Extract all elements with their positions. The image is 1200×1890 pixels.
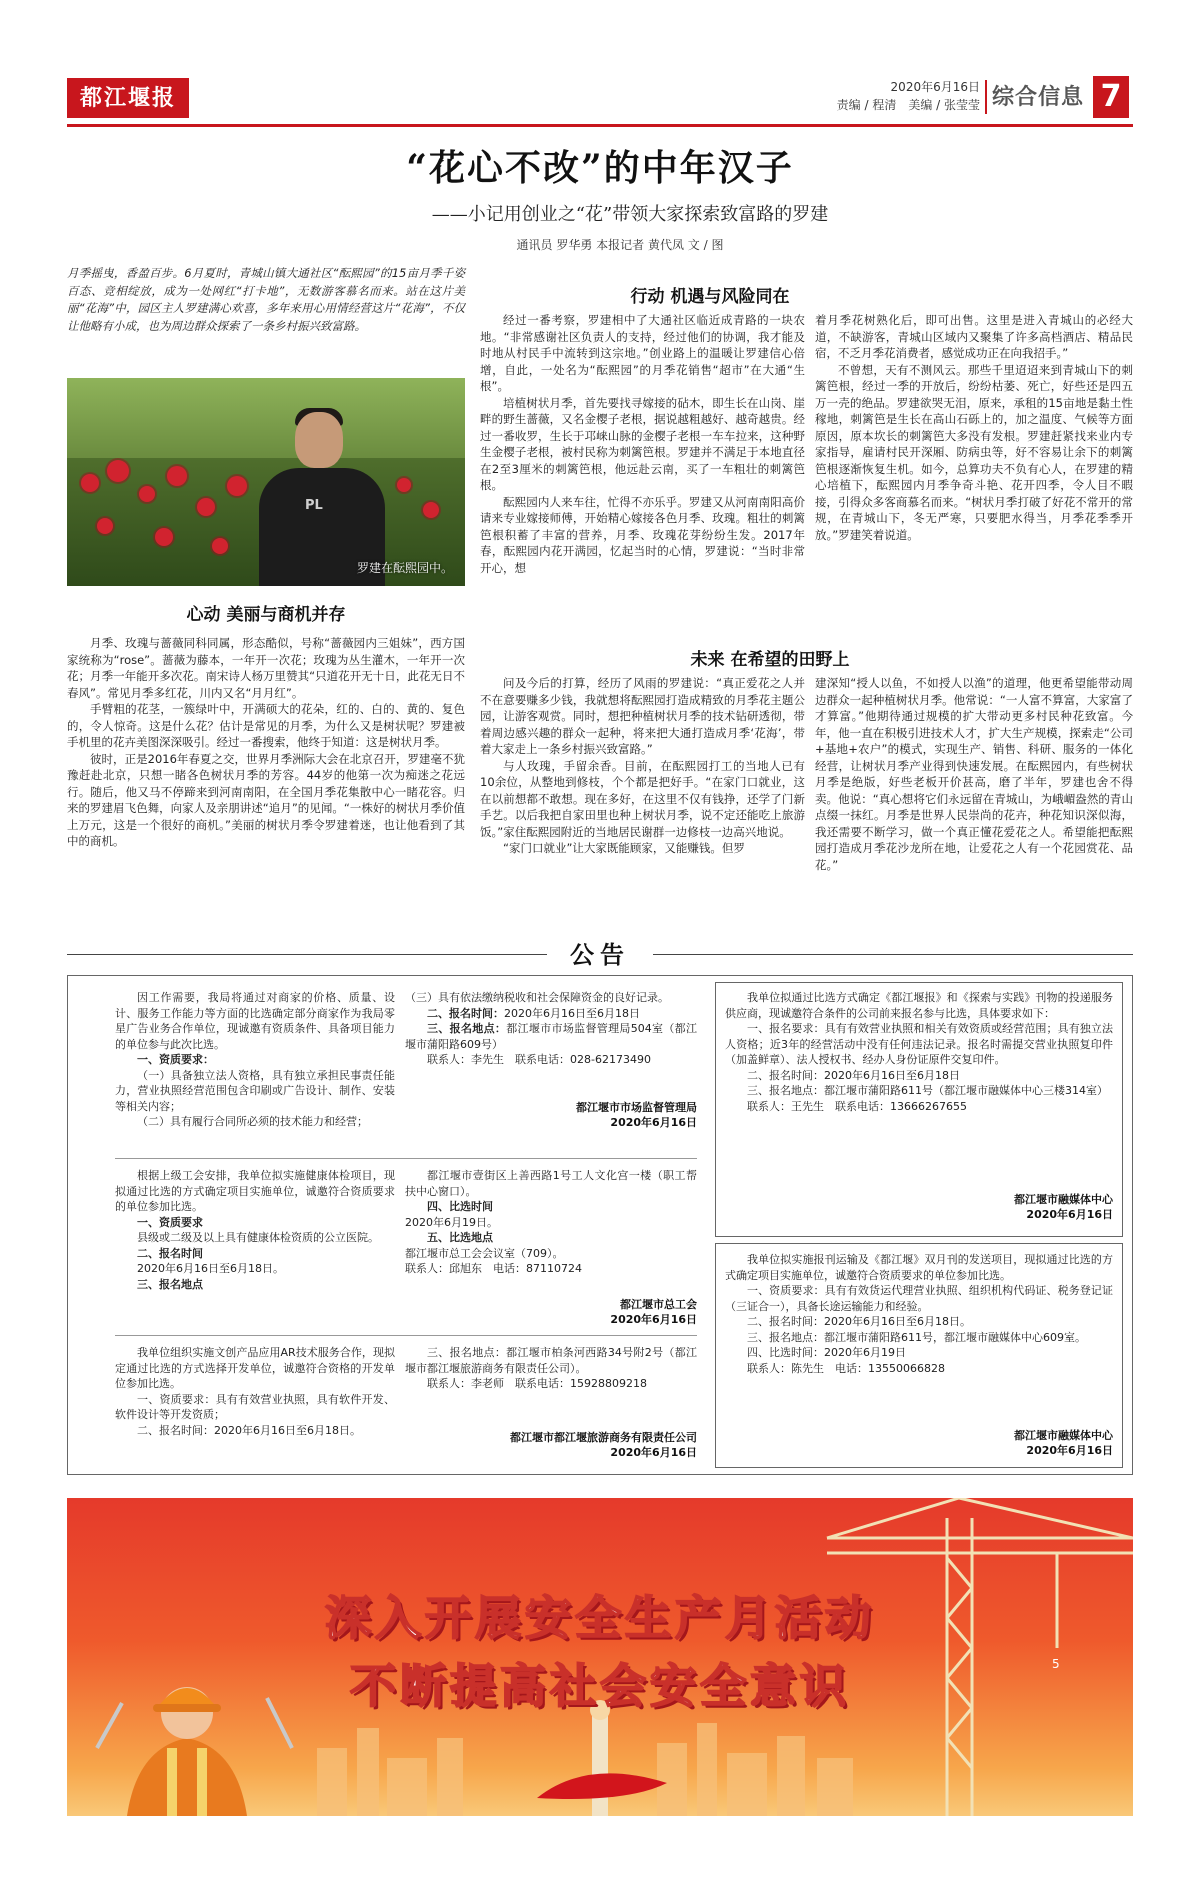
rose-flower [155, 528, 173, 546]
paragraph: “家门口就业”让大家既能顾家，又能赚钱。但罗 [503, 841, 745, 855]
notice2-right [405, 1168, 697, 1277]
paragraph: 不曾想，天有不测风云。那些千里迢迢来到青城山下的刺篱笆根，经过一季的开放后，纷纷枯萎、死亡，好些还是四五万一壳的绝品。罗建欲哭无泪，原来，承租的15亩地是黏土性稼地，刺篱笆是生长在高山石砾上的，加之温度、气候等方面原因，原本坎长的刺篱笆大多没有发根。罗建赶紧找来业内专家指导，雇请村民开深厢、防病虫等，好不容易让余下的刺篱笆根逐渐恢复生机。如今，总算功夫不负有心人，在罗建的精心培植下，酝熙园内月季争奇斗艳、花开四季，令人目不暇接，引得众多客商慕名而来。“树状月季打破了好花不常开的常规，在青城山下，冬无严寒，只要肥水得当，月季花季季开放。”罗建笑着说道。 [815, 362, 1133, 542]
notice5-req: 一、资质要求：具有有效货运代理营业执照、组织机构代码证、税务登记证（三证合一），具备长途运输能力和经验。 [725, 1284, 1113, 1313]
section-heading-heartbeat: 心动 美丽与商机并存 [186, 605, 346, 625]
notice4 [725, 990, 1113, 1114]
notice2-signature [405, 1297, 697, 1327]
paragraph: 手臂粗的花茎，一簇绿叶中，开满硕大的花朵，红的、白的、黄的、复色的，令人惊奇。这是什么花？估计是常见的月季，为什么又是树状呢？罗建被手机里的花卉美图深深吸引。经过一番搜索，他终于知道：这是树状月季。 [67, 702, 465, 749]
notice5-contact: 联系人：陈先生 电话：13550066828 [747, 1361, 945, 1375]
notice-rule-right [653, 954, 1133, 955]
article-byline: 通讯员 罗华勇 本报记者 黄代凤 文 / 图 [516, 238, 724, 252]
article-subhead: ——小记用创业之“花”带领大家探索致富路的罗建 [431, 204, 829, 225]
notice3-contact: 联系人：李老师 联系电话：15928809218 [427, 1377, 647, 1390]
notice1-contact: 联系人：李先生 联系电话：028-62173490 [427, 1053, 651, 1066]
notice2-intro: 根据上级工会安排，我单位拟实施健康体检项目，现拟通过比选的方式确定项目实施单位，诚邀符合资质要求的单位参加比选。 [115, 1169, 395, 1213]
editors-line: 责编 / 程清 美编 / 张莹莹 [836, 98, 980, 112]
paragraph: 经过一番考察，罗建相中了大通社区临近成青路的一块农地。“非常感谢社区负责人的支持，经过他们的协调，我才能及时地从村民手中流转到这宗地。”创业路上的温暖让罗建信心倍增，自此，一处名为“酝熙园”的月季花销售“超市”在大通“生根”。 [480, 313, 805, 393]
section-name: 综合信息 [992, 85, 1085, 110]
photo-sky-trees [67, 378, 465, 458]
notice4-date: 2020年6月16日 [1026, 1208, 1113, 1221]
notice1-intro: 因工作需要，我局将通过对商家的价格、质量、设计、服务工作能力等方面的比选确定部分商家作为我局零星广告业务合作单位，现诚邀有资质条件、具备项目能力的单位参与此次比选。 [115, 991, 395, 1051]
rose-flower [97, 518, 113, 534]
paragraph: 培植树状月季，首先要找寻嫁接的砧木，即生长在山岗、崖畔的野生蔷薇，又名金樱子老根，据说越粗越好、越奇越贵。经过一番收罗，生长于邛崃山脉的金樱子老根一车车拉来，这种野生金樱子老根，被村民称为刺篱笆根。罗建并不满足于本地直径在2至3厘米的刺篱笆根，他远赴云南，买了一车粗壮的刺篱笆根。 [480, 395, 805, 492]
section2-body-col2 [815, 312, 1133, 543]
notice2-place-heading: 三、报名地点 [137, 1277, 203, 1291]
notice1-place-label: 三、报名地点： [427, 1022, 507, 1035]
paragraph: 着月季花树熟化后，即可出售。这里是进入青城山的必经大道，不缺游客，青城山区域内又聚集了许多高档酒店、精品民宿，不乏月季花消费者，感觉成功正在向我招手。” [815, 313, 1133, 360]
notice5-intro: 我单位拟实施报刊运输及《都江堰》双月刊的发送项目，现拟通过比选的方式确定项目实施单位，诚邀符合资质要求的单位参加比选。 [725, 1253, 1113, 1282]
notice3-place: 三、报名地点：都江堰市柏条河西路34号附2号（都江堰市都江堰旅游商务有限责任公司）。 [405, 1346, 697, 1375]
safety-banner [67, 1498, 1133, 1816]
notice-separator [115, 1335, 697, 1336]
notice5-sel: 四、比选时间：2020年6月19日 [747, 1346, 906, 1359]
banner-line-1: 深入开展安全生产月活动 [325, 1591, 875, 1645]
notice1-signature [405, 1100, 697, 1130]
notice2-sel-place-heading: 五、比选地点 [427, 1231, 493, 1244]
notice1-place: 都江堰市市场监督管理局504室（都江堰市蒲阳路609号） [405, 1022, 698, 1051]
issue-meta [780, 78, 980, 114]
notice1-left [115, 990, 395, 1130]
notice3-time: 二、报名时间：2020年6月16日至6月18日。 [137, 1423, 361, 1437]
notice2-contact: 联系人：邱旭东 电话：87110724 [405, 1262, 582, 1275]
notice3-signature [405, 1430, 697, 1460]
rose-flower [107, 460, 129, 482]
notice4-intro: 我单位拟通过比选方式确定《都江堰报》和《探索与实践》刊物的投递服务供应商，现诚邀符合条件的公司前来报名参与比选，具体要求如下： [725, 991, 1113, 1020]
notice3-req: 一、资质要求：具有有效营业执照，具有软件开发、软件设计等开发资质； [115, 1392, 395, 1421]
notice2-time: 2020年6月16日至6月18日。 [137, 1262, 284, 1275]
man-face [295, 412, 343, 468]
notice2-sel-place: 都江堰市总工会会议室（709）。 [405, 1246, 564, 1260]
paragraph: 建深知“授人以鱼，不如授人以渔”的道理，他更希望能带动周边群众一起种植树状月季。他常说：“一人富不算富，大家富了才算富。”他期待通过规模的扩大带动更多村民种花致富。今年，他一直在积极引进技术人才，扩大生产规模，探索走“公司+基地+农户”的模式，实现生产、销售、科研、服务的一体化经营，让树状月季产业得到快速发展。在酝熙园内，有些树状月季是绝版，好些老板开价甚高，磨了半年，罗建也舍不得卖。他说：“真心想将它们永远留在青城山，为峨嵋盎然的青山点缀一抹红。月季是世界人民崇尚的花卉，种花知识深似海，我还需要不断学习，做一个真正懂花爱花之人。希望能把酝熙园打造成月季花沙龙所在地，让爱花之人有一个花园赏花、品花。” [815, 676, 1133, 872]
notice5-date: 2020年6月16日 [1026, 1444, 1113, 1457]
notice1-time-label: 二、报名时间： [427, 1006, 504, 1020]
crane-number: 5 [1052, 1657, 1060, 1671]
notice1-req1: （一）具备独立法人资格，具有独立承担民事责任能力，营业执照经营范围包含印刷或广告设计、制作、安装等相关内容； [115, 1068, 395, 1113]
newspaper-logo: 都江堰报 [67, 78, 189, 118]
notice4-org: 都江堰市融媒体中心 [1014, 1193, 1113, 1206]
section2-body-col1 [480, 312, 805, 576]
paragraph: 月季、玫瑰与蔷薇同科同属，形态酷似，号称“蔷薇园内三姐妹”，西方国家统称为“rose”。蔷薇为藤本，一年开一次花；玫瑰为丛生灌木，一年开一次花；月季一年能开多次花。南宋诗人杨万里赞其“只道花开无十日，此花无日不春风”。常见月季多红花，川内又名“月月红”。 [67, 636, 465, 700]
notice2-req-heading: 一、资质要求 [137, 1215, 203, 1229]
notice2-left [115, 1168, 395, 1292]
rose-flower [139, 486, 155, 502]
notice2-sel-time: 2020年6月19日。 [405, 1215, 498, 1229]
shirt-print: PL [305, 498, 323, 513]
article-headline: “花心不改”的中年汉子 [406, 147, 794, 189]
notice4-req: 一、报名要求：具有有效营业执照和相关有效资质或经营范围；具有独立法人资格；近3年的经营活动中没有任何违法记录。报名时需提交营业执照复印件（加盖鲜章）、法人授权书、经办人身份证原件交复印件。 [725, 1022, 1113, 1066]
notice2-time-heading: 二、报名时间 [137, 1246, 203, 1260]
notice3-intro: 我单位组织实施文创产品应用AR技术服务合作，现拟定通过比选的方式选择开发单位，诚邀符合资格的开发单位参加比选。 [115, 1346, 395, 1390]
article-photo [67, 378, 465, 586]
notice4-contact: 联系人：王先生 联系电话：13666267655 [747, 1099, 967, 1113]
rose-flower [212, 538, 228, 554]
section3-body-col2 [815, 675, 1133, 873]
notice5-time: 二、报名时间：2020年6月16日至6月18日。 [747, 1315, 971, 1328]
notice5-place: 三、报名地点：都江堰市蒲阳路611号，都江堰市融媒体中心609室。 [747, 1330, 1086, 1344]
notice3-org: 都江堰市都江堰旅游商务有限责任公司 [510, 1431, 697, 1444]
notice1-req2: （二）具有履行合同所必须的技术能力和经营； [137, 1115, 368, 1128]
notice2-org: 都江堰市总工会 [620, 1298, 697, 1311]
notice3-right [405, 1345, 697, 1392]
notice4-place: 三、报名地点：都江堰市蒲阳路611号（都江堰市融媒体中心三楼314室） [747, 1084, 1108, 1097]
notice2-req1: 县级或二级及以上具有健康体检资质的公立医院。 [137, 1231, 379, 1244]
notice-separator [115, 1158, 697, 1159]
rose-flower [397, 478, 411, 492]
photo-caption: 罗建在酝熙园中。 [356, 561, 453, 575]
notice2-date: 2020年6月16日 [610, 1313, 697, 1326]
section-heading-future: 未来 在希望的田野上 [690, 650, 850, 670]
rose-flower [167, 466, 187, 486]
notice3-date: 2020年6月16日 [610, 1446, 697, 1459]
issue-date: 2020年6月16日 [890, 80, 980, 94]
article-lead: 月季摇曳，香盈百步。6月夏时，青城山镇大通社区“酝熙园”的15亩月季千姿百态、竞相绽放，成为一处网红“打卡地”，无数游客慕名而来。站在这片美丽“花海”中，园区主人罗建满心欢喜，多年来用心用情经营这片“花海”，不仅让他略有小成，也为周边群众探索了一条乡村振兴致富路。 [67, 266, 465, 333]
rose-flower [197, 498, 215, 516]
paragraph: 问及今后的打算，经历了风雨的罗建说：“真正爱花之人并不在意要赚多少钱，我就想将酝熙园打造成精致的月季花主题公园，让游客观赏。同时，想把种植树状月季的技术钻研透彻，带着周边感兴趣的群众一起种，将来把大通打造成月季‘花海’，带着大家走上一条乡村振兴致富路。” [480, 676, 805, 756]
notice5-signature [725, 1428, 1113, 1458]
section1-body [67, 635, 465, 850]
notice1-time: 2020年6月16日至6月18日 [504, 1006, 640, 1020]
paragraph: 酝熙园内人来车往，忙得不亦乐乎。罗建又从河南南阳高价请来专业嫁接师傅，开始精心嫁接各色月季、玫瑰。粗壮的刺篱笆根积蓄了丰富的营养，月季、玫瑰花芽纷纷生发。2017年春，酝熙园内花开满园，忆起当时的心情，罗建说：“当时非常开心，想 [480, 494, 805, 575]
notice4-time: 二、报名时间：2020年6月16日至6月18日 [747, 1068, 960, 1082]
monument-flag [537, 1700, 667, 1816]
section3-body-col1 [480, 675, 805, 857]
notice4-signature [725, 1192, 1113, 1222]
notice2-place: 都江堰市壹街区上善西路1号工人文化宫一楼（职工帮扶中心窗口）。 [405, 1169, 697, 1198]
notice1-req3: （三）具有依法缴纳税收和社会保障资金的良好记录。 [405, 991, 669, 1004]
banner-line-2: 不断提高社会安全意识 [350, 1659, 850, 1713]
notice3-left [115, 1345, 395, 1438]
page-number: 7 [1093, 76, 1129, 118]
paragraph: 与人玫瑰，手留余香。目前，在酝熙园打工的当地人已有10余位，从整地到修枝，个个都是把好手。“在家门口就业，这在以前想都不敢想。现在多好，在这里不仅有钱挣，还学了门新手艺。以后我把自家田里也种上树状月季，说不定还能吃上旅游饭。”家住酝熙园附近的当地居民谢群一边修枝一边高兴地说。 [480, 758, 805, 839]
header-divider [985, 80, 987, 114]
notice1-date: 2020年6月16日 [610, 1116, 697, 1129]
rose-flower [227, 476, 247, 496]
notice5 [725, 1252, 1113, 1376]
notice2-sel-time-heading: 四、比选时间 [427, 1200, 493, 1213]
notice-section-title: 公告 [570, 940, 630, 969]
notice1-right [405, 990, 697, 1068]
city-skyline [317, 1723, 853, 1816]
section-heading-action: 行动 机遇与风险同在 [630, 287, 790, 307]
notice5-org: 都江堰市融媒体中心 [1014, 1429, 1113, 1442]
rose-flower [423, 502, 439, 518]
paragraph: 彼时，正是2016年春夏之交，世界月季洲际大会在北京召开，罗建毫不犹豫赶赴北京，只想一睹各色树状月季的芳容。44岁的他第一次为痴迷之花远行。随后，他又马不停蹄来到河南南阳，在全国月季花集散中心一睹花容。归来的罗建眉飞色舞，向家人及亲朋讲述“追月”的见闻。“一株好的树状月季价值上万元，这是一个很好的商机。”美丽的树状月季令罗建着迷，也让他看到了其中的商机。 [67, 751, 465, 848]
header-rule [67, 124, 1133, 127]
notice1-req-heading: 一、资质要求： [137, 1053, 214, 1066]
notice-rule-left [67, 954, 547, 955]
rose-flower [81, 474, 99, 492]
notice1-org: 都江堰市市场监督管理局 [576, 1101, 697, 1114]
